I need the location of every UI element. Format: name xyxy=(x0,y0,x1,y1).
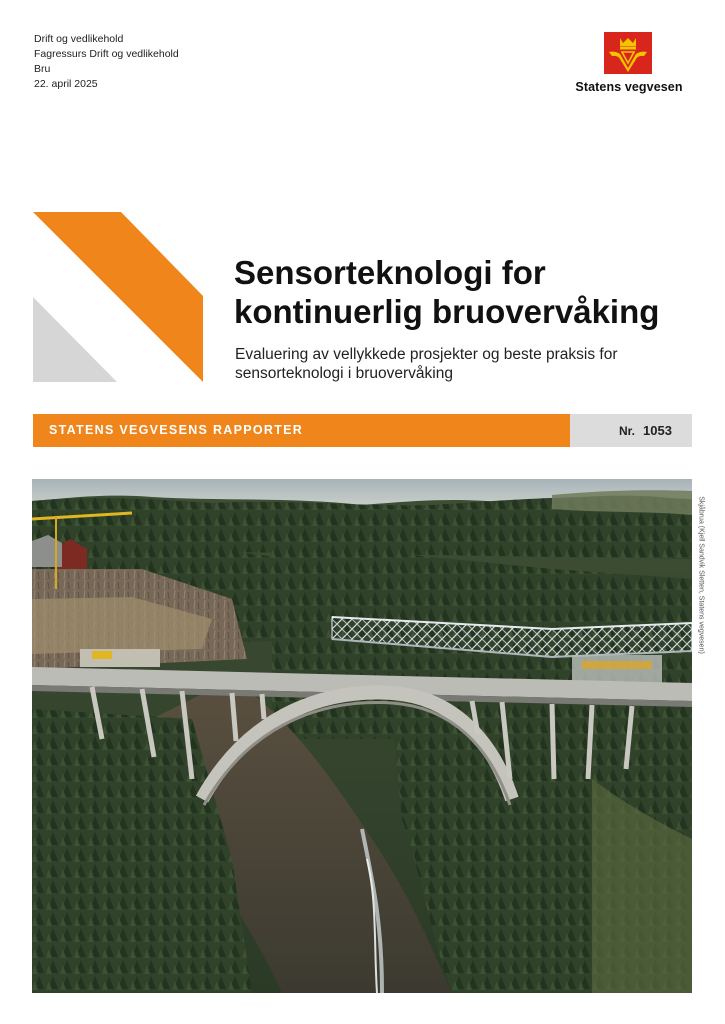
series-band-label-area xyxy=(33,414,570,447)
report-title xyxy=(234,253,704,331)
cover-graphic-shapes xyxy=(33,212,203,382)
document-meta xyxy=(34,32,179,92)
meta-date: 22. april 2025 xyxy=(34,78,98,90)
meta-resource: Fagressurs Drift og vedlikehold xyxy=(34,48,179,60)
report-subtitle xyxy=(235,345,695,383)
report-subtitle-line-1: Evaluering av vellykkede prosjekter og beste praksis for xyxy=(235,346,618,363)
logo-wordmark: Statens vegvesen xyxy=(575,80,683,94)
cover-photo xyxy=(32,479,692,993)
series-band xyxy=(33,414,692,447)
report-title-line-2: kontinuerlig bruovervåking xyxy=(234,293,660,330)
report-title-line-1: Sensorteknologi for xyxy=(234,254,546,291)
statens-vegvesen-logo xyxy=(566,30,692,100)
bridge-photo-illustration xyxy=(32,479,692,993)
report-subtitle-line-2: sensorteknologi i bruovervåking xyxy=(235,365,453,382)
report-number-area xyxy=(570,414,692,447)
crown-shield-logo-icon xyxy=(604,32,652,74)
meta-department: Drift og vedlikehold xyxy=(34,33,124,45)
series-label: STATENS VEGVESENS RAPPORTER xyxy=(49,423,304,437)
photo-credit-text: Skjåbrua (Kjell Sandvik Sletten, Statens vegvesen) xyxy=(697,496,705,654)
meta-topic: Bru xyxy=(34,63,51,75)
report-number-value: 1053 xyxy=(643,423,672,438)
photo-credit xyxy=(695,482,707,668)
grey-triangle-shape xyxy=(33,297,117,382)
report-number-label: Nr. xyxy=(619,424,636,438)
